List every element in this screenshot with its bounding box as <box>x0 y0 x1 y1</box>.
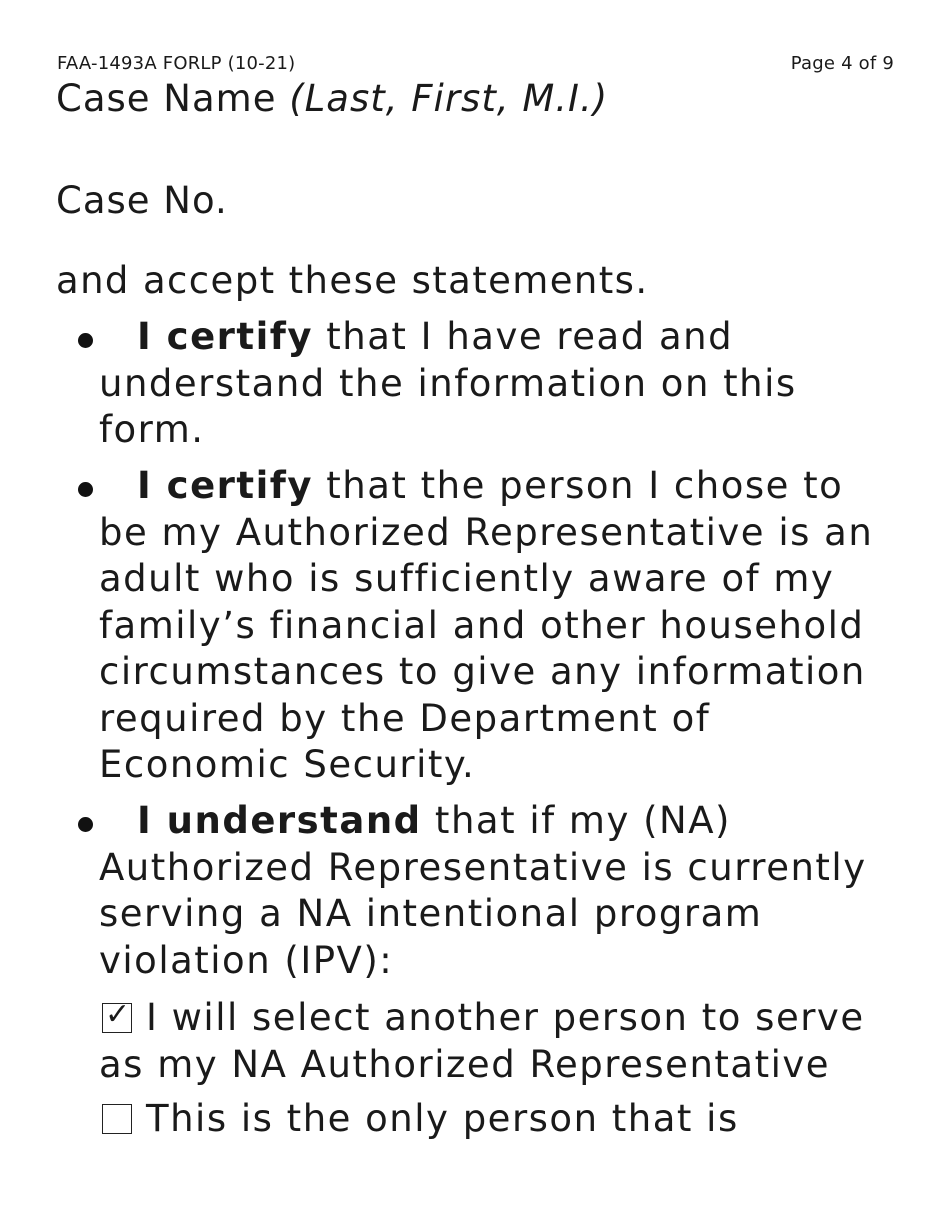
page-number: Page 4 of 9 <box>790 53 894 74</box>
option-text: I will select another person to serve as my NA Authorized Representative <box>99 996 865 1086</box>
statement-understand-ipv <box>99 798 899 984</box>
statement-lead: I certify <box>137 464 314 507</box>
statement-lead: I certify <box>137 315 314 358</box>
option-text: This is the only person that is <box>146 1097 739 1140</box>
intro-text: and accept these statements. <box>56 259 649 302</box>
statement-text: that the person I chose to be my Authorized Representative is an adult who is sufficiently aware of my family’s financial and other household circumstances to give any information required by the Department of Economic Security. <box>99 464 874 786</box>
statement-lead: I understand <box>137 799 422 842</box>
case-name-hint: (Last, First, M.I.) <box>289 77 609 120</box>
bullet-icon <box>78 482 93 497</box>
statement-text: that I have read and understand the information on this form. <box>99 315 797 451</box>
statement-certify-representative <box>99 463 899 789</box>
bullet-icon <box>78 333 93 348</box>
option-only-person <box>99 1096 899 1143</box>
bullet-icon <box>78 817 93 832</box>
statement-text: that if my (NA) Authorized Representative is currently serving a NA intentional program violation (IPV): <box>99 799 867 982</box>
statement-certify-read <box>99 314 899 454</box>
checkbox-unchecked[interactable] <box>102 1104 132 1134</box>
case-number-label: Case No. <box>56 179 228 222</box>
checkbox-checked[interactable] <box>102 997 132 1033</box>
checkmark-icon: ✓ <box>105 997 131 1032</box>
option-select-another <box>99 995 899 1088</box>
form-id: FAA-1493A FORLP (10-21) <box>57 53 296 74</box>
case-name-label <box>56 76 608 122</box>
case-name-text: Case Name <box>56 77 290 120</box>
